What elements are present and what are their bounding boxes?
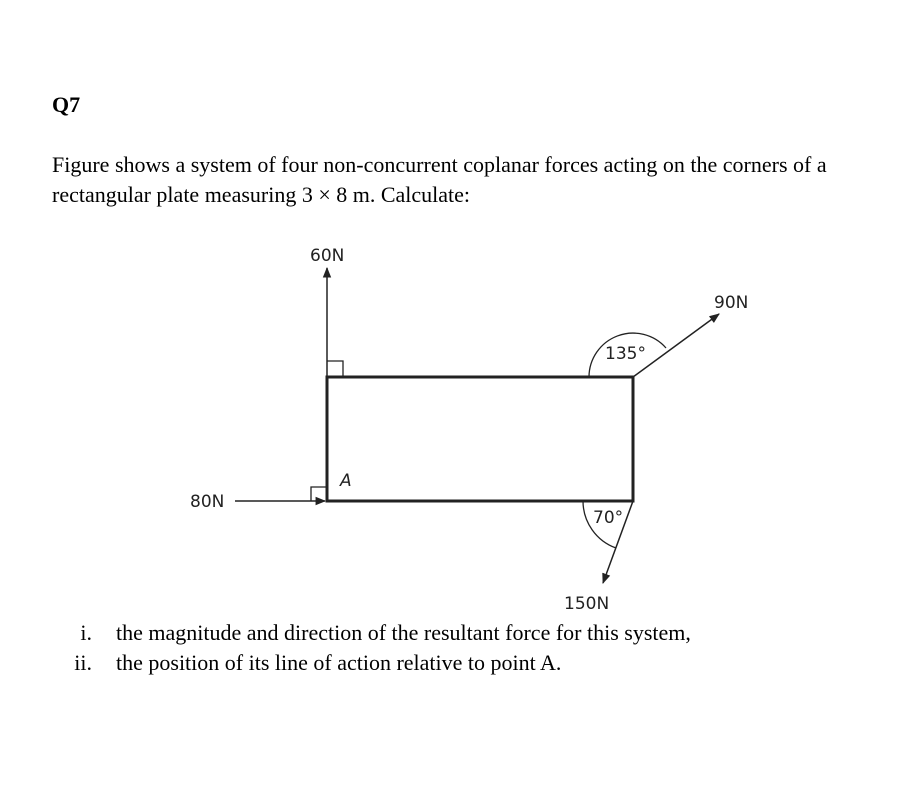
angle-135-label: 135° [605,344,646,364]
force-80n-label: 80N [190,492,225,512]
angle-70-label: 70° [593,508,624,528]
right-angle-mark-bottom-left [311,487,327,501]
point-a-label: A [340,471,352,491]
force-diagram [0,230,906,620]
question-intro: Figure shows a system of four non-concurrent coplanar forces acting on the corners of a rectangular plate measuring 3 × 8 m. Calculate: [52,152,827,207]
force-diagram-svg [0,230,906,620]
task-number: ii. [74,650,92,675]
task-item [52,618,691,648]
force-60n-label: 60N [310,246,345,266]
task-number: i. [80,620,92,645]
task-list [52,618,691,678]
right-angle-mark-top-left [327,361,343,377]
rectangular-plate [327,377,633,501]
question-number: Q7 [52,92,81,117]
task-text: the position of its line of action relative to point A. [116,650,562,675]
task-item [52,648,691,678]
force-90n-label: 90N [714,293,749,313]
task-text: the magnitude and direction of the resultant force for this system, [116,620,691,645]
force-150n-label: 150N [564,594,610,614]
